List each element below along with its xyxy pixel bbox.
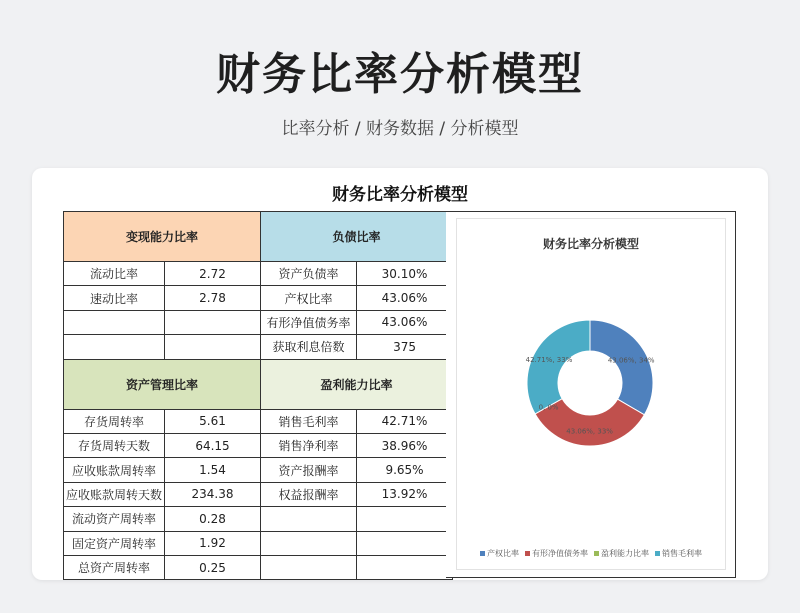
legend-label: 产权比率 bbox=[487, 549, 519, 558]
ratio-value-cell[interactable]: 30.10% bbox=[357, 262, 453, 286]
donut-chart bbox=[457, 219, 727, 571]
chart-panel bbox=[446, 211, 736, 578]
ratio-label-cell[interactable] bbox=[64, 335, 165, 359]
ratio-table bbox=[63, 211, 453, 580]
ratio-label-cell[interactable]: 销售毛利率 bbox=[261, 409, 357, 433]
ratio-value-cell[interactable]: 64.15 bbox=[165, 433, 261, 457]
legend-swatch bbox=[480, 551, 485, 556]
header-row bbox=[64, 359, 453, 409]
legend-label: 销售毛利率 bbox=[662, 549, 702, 558]
ratio-value-cell[interactable]: 1.54 bbox=[165, 458, 261, 482]
ratio-label-cell[interactable] bbox=[261, 555, 357, 579]
ratio-value-cell[interactable] bbox=[357, 531, 453, 555]
ratio-label-cell[interactable]: 固定资产周转率 bbox=[64, 531, 165, 555]
ratio-value-cell[interactable]: 43.06% bbox=[357, 286, 453, 310]
table-row bbox=[64, 262, 453, 286]
ratio-label-cell[interactable]: 有形净值债务率 bbox=[261, 310, 357, 334]
ratio-label-cell[interactable]: 存货周转率 bbox=[64, 409, 165, 433]
legend-swatch bbox=[655, 551, 660, 556]
ratio-value-cell[interactable]: 0.28 bbox=[165, 507, 261, 531]
table-row bbox=[64, 433, 453, 457]
ratio-value-cell[interactable]: 2.78 bbox=[165, 286, 261, 310]
legend-swatch bbox=[525, 551, 530, 556]
section-header-profit[interactable]: 盈利能力比率 bbox=[261, 359, 453, 409]
ratio-value-cell[interactable]: 42.71% bbox=[357, 409, 453, 433]
ratio-value-cell[interactable]: 0.25 bbox=[165, 555, 261, 579]
chart-legend bbox=[457, 548, 725, 559]
ratio-value-cell[interactable]: 5.61 bbox=[165, 409, 261, 433]
legend-item bbox=[480, 548, 519, 559]
ratio-label-cell[interactable] bbox=[64, 310, 165, 334]
legend-item bbox=[655, 548, 702, 559]
table-row bbox=[64, 482, 453, 506]
ratio-label-cell[interactable]: 资产报酬率 bbox=[261, 458, 357, 482]
ratio-value-cell[interactable]: 1.92 bbox=[165, 531, 261, 555]
ratio-value-cell[interactable] bbox=[165, 335, 261, 359]
ratio-value-cell[interactable] bbox=[357, 555, 453, 579]
ratio-value-cell[interactable]: 375 bbox=[357, 335, 453, 359]
ratio-label-cell[interactable]: 销售净利率 bbox=[261, 433, 357, 457]
legend-item bbox=[594, 548, 649, 559]
table-row bbox=[64, 507, 453, 531]
spreadsheet-card bbox=[32, 168, 768, 580]
header-row bbox=[64, 212, 453, 262]
donut-data-label: 43.06%, 34% bbox=[607, 356, 655, 365]
table-row bbox=[64, 531, 453, 555]
table-row bbox=[64, 458, 453, 482]
table-row bbox=[64, 555, 453, 579]
legend-item bbox=[525, 548, 588, 559]
legend-swatch bbox=[594, 551, 599, 556]
section-header-asset_mgmt[interactable]: 资产管理比率 bbox=[64, 359, 261, 409]
ratio-label-cell[interactable]: 资产负债率 bbox=[261, 262, 357, 286]
ratio-label-cell[interactable]: 产权比率 bbox=[261, 286, 357, 310]
sheet-title: 财务比率分析模型 bbox=[332, 185, 468, 205]
ratio-value-cell[interactable] bbox=[165, 310, 261, 334]
donut-slice[interactable] bbox=[590, 320, 653, 415]
ratio-label-cell[interactable]: 流动比率 bbox=[64, 262, 165, 286]
ratio-label-cell[interactable]: 获取利息倍数 bbox=[261, 335, 357, 359]
ratio-value-cell[interactable]: 13.92% bbox=[357, 482, 453, 506]
donut-data-label: 43.06%, 33% bbox=[566, 427, 613, 436]
ratio-label-cell[interactable]: 速动比率 bbox=[64, 286, 165, 310]
legend-label: 盈利能力比率 bbox=[601, 549, 649, 558]
ratio-value-cell[interactable]: 43.06% bbox=[357, 310, 453, 334]
table-row bbox=[64, 409, 453, 433]
ratio-label-cell[interactable]: 应收账款周转天数 bbox=[64, 482, 165, 506]
donut-data-label: 0, 0% bbox=[538, 403, 559, 412]
section-header-liquidity[interactable]: 变现能力比率 bbox=[64, 212, 261, 262]
section-header-debt[interactable]: 负债比率 bbox=[261, 212, 453, 262]
chart-area[interactable] bbox=[456, 218, 726, 570]
page-title: 财务比率分析模型 bbox=[216, 49, 584, 100]
ratio-value-cell[interactable] bbox=[357, 507, 453, 531]
donut-data-label: 42.71%, 33% bbox=[525, 356, 573, 365]
ratio-value-cell[interactable]: 234.38 bbox=[165, 482, 261, 506]
table-row bbox=[64, 310, 453, 334]
ratio-label-cell[interactable]: 权益报酬率 bbox=[261, 482, 357, 506]
ratio-label-cell[interactable]: 存货周转天数 bbox=[64, 433, 165, 457]
ratio-label-cell[interactable]: 流动资产周转率 bbox=[64, 507, 165, 531]
ratio-label-cell[interactable]: 总资产周转率 bbox=[64, 555, 165, 579]
ratio-label-cell[interactable] bbox=[261, 531, 357, 555]
page-subtitle: 比率分析 / 财务数据 / 分析模型 bbox=[281, 119, 519, 139]
ratio-value-cell[interactable]: 38.96% bbox=[357, 433, 453, 457]
ratio-label-cell[interactable] bbox=[261, 507, 357, 531]
chart-title: 财务比率分析模型 bbox=[542, 237, 639, 251]
table-row bbox=[64, 286, 453, 310]
legend-label: 有形净值债务率 bbox=[532, 549, 588, 558]
ratio-value-cell[interactable]: 9.65% bbox=[357, 458, 453, 482]
ratio-value-cell[interactable]: 2.72 bbox=[165, 262, 261, 286]
table-row bbox=[64, 335, 453, 359]
ratio-label-cell[interactable]: 应收账款周转率 bbox=[64, 458, 165, 482]
donut-slice[interactable] bbox=[527, 320, 590, 414]
